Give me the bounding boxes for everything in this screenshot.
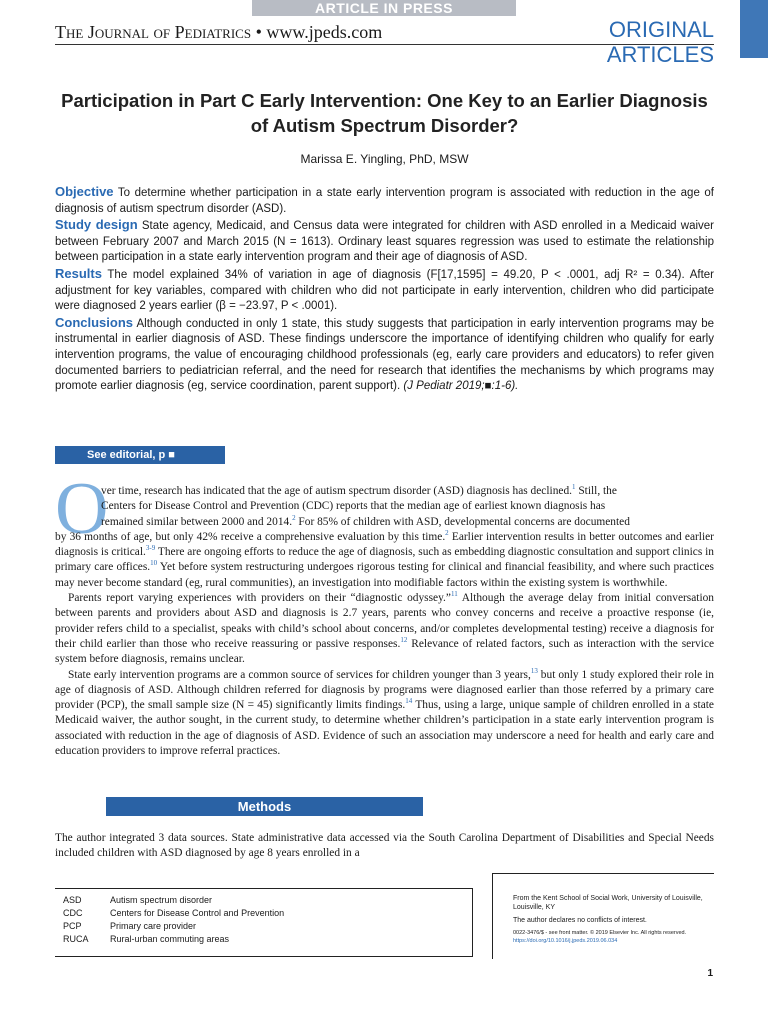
conflict-of-interest: The author declares no conflicts of interest. bbox=[513, 917, 647, 924]
header-rule bbox=[55, 44, 714, 45]
body-text: State early intervention programs are a common source of services for children younger than 3 years, bbox=[68, 668, 531, 681]
design-heading: Study design bbox=[55, 217, 138, 233]
table-row bbox=[63, 921, 284, 934]
table-row bbox=[63, 908, 284, 921]
drop-cap: O bbox=[55, 468, 109, 550]
body-text: Relevance of related factors, such as interaction with the service system before diagnosis, remains unclear. bbox=[55, 637, 715, 666]
body-text: by 36 months of age, but only 42% receive a comprehensive evaluation by this time. bbox=[55, 530, 446, 543]
abbr-value: Primary care provider bbox=[110, 921, 197, 931]
header-bullet: • bbox=[255, 22, 262, 42]
reference-link[interactable]: 14 bbox=[405, 697, 413, 706]
body-text: Thus, using a large, unique sample of children enrolled in a state Medicaid waiver, the author sought, in the current study, to determine whether children’s participation in a state early intervention program is associated with reduction in the age of diagnosis of ASD. Evidence of such an association may underscore a need for health and early care and education providers to improve referral practices. bbox=[55, 699, 714, 758]
body-text: Although the average delay from initial conversation between parents and providers about ASD and diagnosis is 2.7 years, parents who convey concerns and receive a proactive response (ie, provider refers child to a specialist, speaks with child’s school about concerns, and/or completes developmental testing) receive a diagnosis for their child earlier than those who receive reassuring or passive responses. bbox=[55, 592, 715, 650]
abstract-conclusions bbox=[55, 315, 714, 395]
body-text: but only 1 study explored their role in age of diagnosis of ASD. Although children referred for diagnosis by programs were diagnosed earlier than those referred by a primary care provider (PCP), the small sample size (N = 45) significantly limits findings. bbox=[55, 668, 714, 712]
abbreviations-table bbox=[63, 895, 284, 947]
objective-heading: Objective bbox=[55, 184, 114, 199]
body-paragraph-1 bbox=[55, 484, 714, 591]
results-text: The model explained 34% of variation in age of diagnosis (F[17,1595] = 49.20, P < .0001, adj R² = 0.34). After adjustment for key variables, compared with children who did not participate in early intervention, children who did participate were diagnosed 2 years earlier (β = −23.97, P < .0001). bbox=[55, 268, 714, 313]
conclusions-text: Although conducted in only 1 state, this study suggests that participation in early intervention programs may be instrumental in earlier diagnosis of ASD. These findings underscore the importance of identifying children who qualify for early intervention programs, the value of encouraging childhood professionals (eg, early care providers and educators) to refer given documented barriers to pediatrician referral, and the need for research that identifies the mechanisms by which programs may promote earlier diagnosis (eg, service coordination, parent support). bbox=[55, 317, 715, 393]
citation: (J Pediatr 2019;■:1-6). bbox=[403, 380, 519, 393]
methods-heading: Methods bbox=[106, 797, 423, 816]
body-text: Still, the bbox=[575, 485, 617, 497]
section-label-line2: ARTICLES bbox=[606, 42, 714, 67]
reference-link[interactable]: 2 bbox=[292, 513, 296, 522]
abbr-key: CDC bbox=[63, 908, 83, 918]
reference-link[interactable]: 3-9 bbox=[145, 544, 156, 553]
body-paragraph-3 bbox=[55, 668, 714, 760]
body-paragraph-2 bbox=[55, 591, 714, 667]
body-text: Parents report varying experiences with providers on their “diagnostic odyssey.” bbox=[68, 592, 451, 605]
article-author: Marissa E. Yingling, PhD, MSW bbox=[300, 152, 469, 166]
article-footnote bbox=[492, 873, 714, 959]
body-text: There are ongoing efforts to reduce the age of diagnosis, such as embedding diagnostic consultation and support clinics in primary care offices. bbox=[55, 546, 714, 574]
doi-link[interactable]: https://doi.org/10.1016/j.jpeds.2019.06.034 bbox=[513, 938, 618, 944]
abstract-design bbox=[55, 217, 714, 266]
abstract-objective bbox=[55, 184, 714, 217]
section-color-tab bbox=[740, 0, 768, 58]
abbreviations-box bbox=[55, 888, 473, 957]
article-body bbox=[55, 484, 714, 759]
body-text: For 85% of children with ASD, developmental concerns are documented bbox=[295, 515, 630, 528]
reference-link[interactable]: 10 bbox=[150, 559, 158, 568]
journal-header bbox=[55, 20, 382, 44]
abbr-key: ASD bbox=[63, 895, 82, 905]
body-text: ver time, research has indicated that the age of autism spectrum disorder (ASD) diagnosis has declined. bbox=[101, 485, 572, 497]
reference-link[interactable]: 1 bbox=[571, 483, 576, 492]
section-label-line1: ORIGINAL bbox=[608, 17, 714, 42]
abstract-results bbox=[55, 266, 714, 315]
reference-link[interactable]: 11 bbox=[450, 590, 458, 599]
objective-text: To determine whether participation in a state early intervention program is associated with reduction in the age of diagnosis of autism spectrum disorder (ASD). bbox=[55, 187, 714, 215]
journal-name: The Journal of Pediatrics bbox=[55, 22, 252, 42]
reference-link[interactable]: 2 bbox=[445, 529, 449, 538]
see-editorial-label: See editorial, p ■ bbox=[87, 449, 175, 461]
abstract bbox=[55, 184, 714, 395]
copyright: 0022-3476/$ - see front matter. © 2019 Elsevier Inc. All rights reserved. bbox=[513, 930, 687, 936]
journal-url[interactable]: www.jpeds.com bbox=[266, 22, 383, 42]
reference-link[interactable]: 13 bbox=[530, 666, 538, 675]
results-heading: Results bbox=[55, 265, 102, 281]
abbr-value: Centers for Disease Control and Prevention bbox=[110, 908, 285, 918]
body-line: Centers for Disease Control and Prevention (CDC) reports that the median age of earliest known diagnosis has bbox=[101, 500, 606, 513]
methods-text: The author integrated 3 data sources. State administrative data accessed via the South Carolina Department of Disabilities and Special Needs included children with ASD diagnosed by age 8 years enrolled in a bbox=[55, 832, 714, 860]
abbr-key: PCP bbox=[63, 921, 82, 931]
affiliation: From the Kent School of Social Work, University of Louisville, Louisville, KY bbox=[513, 895, 703, 911]
abbr-key: RUCA bbox=[63, 934, 89, 944]
page-number: 1 bbox=[707, 968, 713, 979]
see-editorial-button[interactable] bbox=[55, 446, 225, 464]
section-label bbox=[607, 17, 714, 67]
conclusions-heading: Conclusions bbox=[55, 314, 134, 330]
table-row bbox=[63, 934, 284, 947]
article-in-press-banner: ARTICLE IN PRESS bbox=[252, 0, 516, 16]
article-title: Participation in Part C Early Intervention: One Key to an Earlier Diagnosis of Autism Spectrum Disorder? bbox=[61, 90, 708, 136]
table-row bbox=[63, 895, 284, 908]
body-text: Yet before system restructuring undergoes rigorous testing for clinical and financial feasibility, and where such practices may never become standard (eg, rural communities), an investigation into modifiable factors within the existing system is worthwhile. bbox=[55, 561, 714, 589]
body-line bbox=[101, 484, 714, 499]
reference-link[interactable]: 12 bbox=[400, 636, 408, 645]
abbr-value: Autism spectrum disorder bbox=[110, 895, 213, 905]
abbr-value: Rural-urban commuting areas bbox=[110, 934, 230, 944]
body-line bbox=[101, 515, 714, 530]
design-text: State agency, Medicaid, and Census data were integrated for children with ASD enrolled in a Medicaid waiver between February 2007 and March 2015 (N = 1613). Ordinary least squares regression was used to estimate the relationship between participation in a state early intervention program and their age of diagnosis of ASD. bbox=[55, 220, 714, 264]
body-text: remained similar between 2000 and 2014. bbox=[101, 515, 293, 528]
body-text: Earlier intervention results in better outcomes and earlier diagnosis is critical. bbox=[55, 530, 714, 559]
